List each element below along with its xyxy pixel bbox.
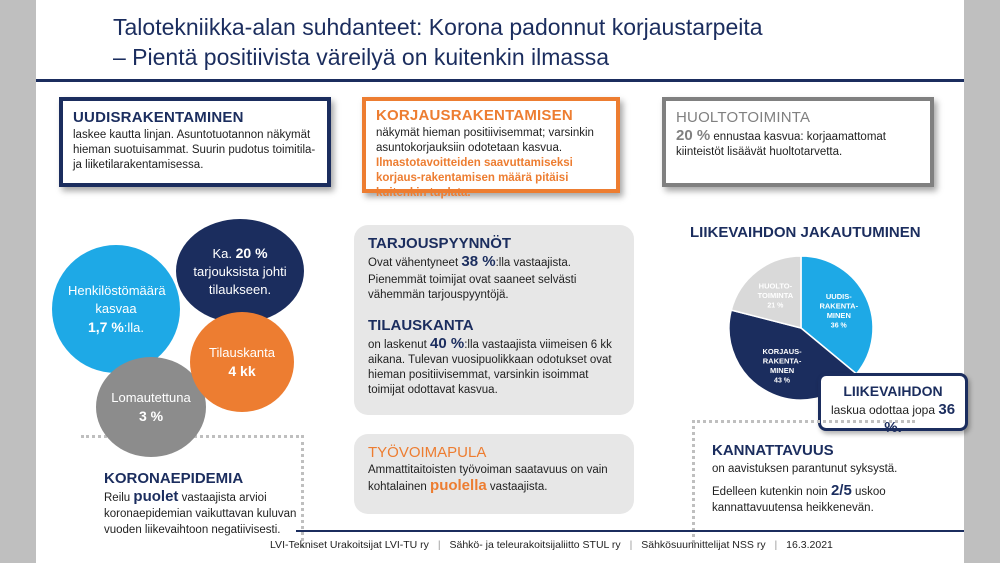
pie-slice-value: 21 % — [767, 302, 784, 310]
title-line-2: – Pientä positiivista väreilyä on kuitenkin ilmassa — [113, 44, 610, 70]
pie-slice-label: MINEN — [826, 310, 851, 320]
tarjoukset-prefix: Ka. — [212, 245, 232, 261]
henkilostomaara-value: 1,7 % — [87, 318, 124, 335]
tilauskanta-heading: TILAUSKANTA — [368, 317, 474, 334]
huoltotoiminta-text — [676, 128, 920, 160]
tarjoukset-value-line — [212, 244, 267, 263]
korjausrakentaminen-text — [376, 126, 606, 201]
title-divider — [36, 79, 964, 82]
korjausrakentaminen-heading: KORJAUSRAKENTAMISEN — [376, 107, 573, 124]
uudisrakentaminen-box — [59, 97, 331, 187]
pie-slice-label: MINEN — [769, 365, 795, 375]
footer-separator: | — [437, 539, 441, 551]
kannattavuus-text-2 — [712, 483, 962, 516]
tyovoimapula-text — [368, 463, 620, 495]
lomautettuna-bubble — [96, 357, 206, 457]
huoltotoiminta-heading: HUOLTOTOIMINTA — [676, 109, 811, 126]
tyovoimapula-suffix: vastaajista. — [489, 481, 548, 493]
tilauskanta-prefix: on laskenut — [368, 339, 427, 351]
tilauskanta-bubble-value: 4 kk — [228, 363, 256, 379]
pie-title: LIIKEVAIHDON JAKAUTUMINEN — [690, 224, 921, 241]
pie-slice-label: TOIMINTA — [757, 291, 794, 301]
koronaepidemia-heading: KORONAEPIDEMIA — [104, 470, 244, 487]
pie-slice-label: UUDIS- — [825, 291, 852, 301]
liikevaihto-callout-text: laskua odottaa jopa — [830, 403, 936, 417]
title-line-1: Talotekniikka-alan suhdanteet: Korona padonnut korjaustarpeita — [113, 14, 763, 40]
uudisrakentaminen-text: laskee kautta linjan. Asuntotuotannon näkymät hieman suotuisammat. Suurin pudotus toimitila- ja liiketilarakentamisessa. — [73, 129, 316, 171]
footer-date: 16.3.2021 — [786, 539, 833, 551]
footer-org-stul: Sähkö- ja teleurakoitsijaliitto STUL ry — [449, 539, 621, 551]
koronaepidemia-body: vastaajista arvioi koronaepidemian vaikuttavan kuluvan vuoden liikevaihtoon negatiivisesti. — [104, 492, 297, 536]
footer-org-nss: Sähkösuunnittelijat NSS ry — [641, 539, 766, 551]
footer — [270, 539, 833, 551]
liikevaihto-callout-value: 36 %. — [884, 401, 956, 436]
kannattavuus-prefix: Edelleen kutenkin noin — [712, 486, 828, 498]
tilauskanta-suffix: :lla vastaajista viimeisen 6 kk aikana. — [368, 339, 612, 366]
pie-slice-label: RAKENTA- — [819, 301, 859, 311]
tarjouspyynnot-panel — [354, 225, 634, 415]
tyovoimapula-highlight: puolella — [430, 477, 487, 494]
henkilostomaara-suffix: :lla. — [123, 319, 145, 335]
pie-slice-label: HUOLTO- — [758, 281, 793, 291]
henkilostomaara-text: Henkilöstömäärä kasvaa — [68, 282, 166, 316]
footer-org-lvitu: LVI-Tekniset Urakoitsijat LVI-TU ry — [270, 539, 429, 551]
henkilostomaara-bubble — [52, 245, 180, 373]
right-side-band — [964, 0, 1000, 563]
pie-slice-label: KORJAUS- — [762, 346, 802, 356]
footer-separator: | — [629, 539, 633, 551]
koronaepidemia-text — [104, 489, 314, 538]
tilauskanta-stat — [368, 336, 620, 398]
korjausrakentaminen-highlight: Ilmastotavoitteiden saavuttamiseksi korjaus-rakentamisen määrä pitäisi kuitenkin tuplata. — [376, 157, 573, 199]
tilauskanta-bubble — [190, 312, 294, 412]
huoltotoiminta-box — [662, 97, 934, 187]
kannattavuus-value: 2/5 — [830, 482, 852, 499]
korjausrakentaminen-box — [362, 97, 620, 199]
lomautettuna-value: 3 % — [138, 408, 164, 424]
kannattavuus-text-1: on aavistuksen parantunut syksystä. — [712, 463, 898, 475]
koronaepidemia-section — [104, 470, 314, 538]
lomautettuna-text: Lomautettuna — [111, 390, 191, 405]
footer-divider — [296, 530, 964, 532]
henkilostomaara-value-line — [88, 318, 144, 337]
pie-slice-value: 36 % — [830, 322, 847, 330]
huoltotoiminta-value: 20 % — [676, 127, 711, 144]
tarjoukset-text: tarjouksista johti tilaukseen. — [193, 263, 287, 297]
footer-separator: | — [774, 539, 778, 551]
tyovoimapula-panel — [354, 434, 634, 514]
tilauskanta-bubble-text: Tilauskanta — [209, 345, 275, 360]
kannattavuus-body: uskoo kannattavuutensa heikkenevän. — [712, 486, 886, 514]
tyovoimapula-body: Ammattitaitoisten työvoiman saatavuus on vain kohtalainen — [368, 464, 608, 493]
tarjouspyynnot-prefix: Ovat vähentyneet — [368, 257, 459, 269]
tilauskanta-text: Tulevan vuosipuolikkaan odotukset ovat hieman positiivisemmat, varsinkin isoimmat toimijat odottavat kasvua. — [368, 354, 612, 396]
tyovoimapula-heading: TYÖVOIMAPULA — [368, 444, 487, 461]
korjausrakentaminen-body: näkymät hieman positiivisemmat; varsinkin asuntokorjauksiin odotetaan kasvua. — [376, 127, 594, 154]
liikevaihto-callout-heading: LIIKEVAIHDON — [843, 383, 943, 399]
tarjouspyynnot-stat — [368, 254, 620, 271]
slide-title — [113, 12, 873, 72]
tarjoukset-value: 20 % — [235, 244, 268, 261]
uudisrakentaminen-heading: UUDISRAKENTAMINEN — [73, 109, 244, 126]
tarjoukset-bubble — [176, 219, 304, 323]
tarjouspyynnot-suffix: :lla vastaajista. — [495, 257, 571, 269]
tarjouspyynnot-heading: TARJOUSPYYNNÖT — [368, 235, 512, 252]
koronaepidemia-highlight: puolet — [133, 488, 179, 505]
tarjouspyynnot-text: Pienemmät toimijat ovat saaneet selvästi vähemmän tarjouspyyntöjä. — [368, 274, 577, 301]
left-side-band — [0, 0, 36, 563]
koronaepidemia-prefix: Reilu — [104, 492, 131, 504]
kannattavuus-heading: KANNATTAVUUS — [712, 442, 834, 459]
kannattavuus-section — [712, 442, 962, 516]
pie-slice-label: RAKENTA- — [762, 356, 802, 366]
pie-slice-value: 43 % — [774, 377, 791, 385]
slide — [36, 0, 964, 563]
tarjouspyynnot-value: 38 % — [461, 253, 496, 270]
huoltotoiminta-body: ennustaa kasvua: korjaamattomat kiinteistöt lisäävät huoltotarvetta. — [676, 131, 887, 158]
tilauskanta-value: 40 % — [430, 335, 465, 352]
